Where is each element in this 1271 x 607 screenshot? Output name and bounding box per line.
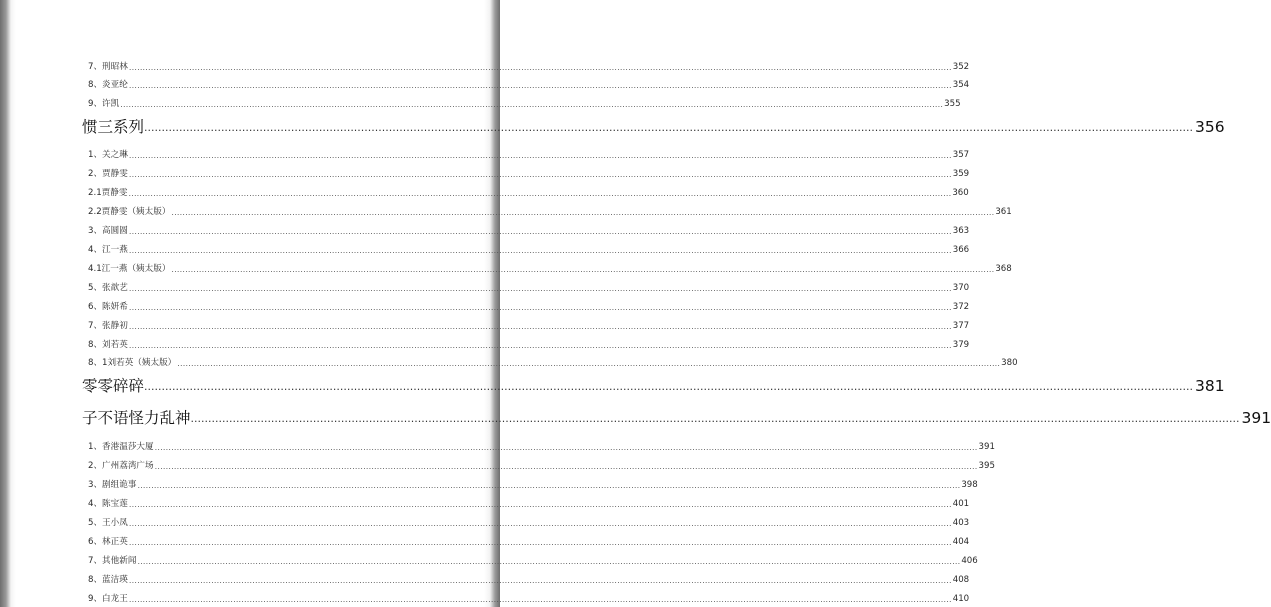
toc-leader-dots: ............................................................................................................................................................................................................................................................................................................ <box>128 81 952 90</box>
toc-label: 2、贾静雯 <box>88 169 128 179</box>
toc-page-number: 363 <box>952 226 970 236</box>
toc-entry[interactable] <box>88 264 1012 275</box>
toc-leader-dots: ............................................................................................................................................................................................................................................................................................................ <box>128 303 952 312</box>
toc-label: 2.1贾静雯 <box>88 188 128 198</box>
toc-leader-dots: ............................................................................................................................................................................................................................................................................................................ <box>128 341 952 350</box>
toc-page-number: 368 <box>995 264 1012 274</box>
toc-entry[interactable] <box>88 340 970 351</box>
toc-label: 7、刑昭林 <box>88 62 128 72</box>
toc-page-number: 352 <box>952 62 970 72</box>
toc-section-heading[interactable] <box>82 377 1225 396</box>
toc-leader-dots: ............................................................................................................................................................................................................................................................................................................ <box>171 208 995 217</box>
toc-page-number: 391 <box>978 442 995 452</box>
toc-label: 2.2贾静雯（姨太版） <box>88 207 171 217</box>
toc-page-number: 355 <box>944 99 961 109</box>
toc-section-heading[interactable] <box>82 118 1225 137</box>
toc-leader-dots: ............................................................................................................................................................................................................................................................................................................ <box>137 481 961 490</box>
toc-label: 3、高圆圆 <box>88 226 128 236</box>
toc-leader-dots: ............................................................................................................................................................................................................................................................................................................ <box>154 443 978 452</box>
toc-entry[interactable] <box>88 245 970 256</box>
toc-page-number: 370 <box>952 283 970 293</box>
toc-page-number: 395 <box>978 461 995 471</box>
toc-entry[interactable] <box>88 283 970 294</box>
toc-label: 6、陈妍希 <box>88 302 128 312</box>
toc-label: 4、江一燕 <box>88 245 128 255</box>
toc-entry[interactable] <box>88 188 969 199</box>
toc-entry[interactable] <box>88 150 970 161</box>
toc-label: 8、1刘若英（姨太版） <box>88 358 177 368</box>
toc-leader-dots: ............................................................................................................................................................................................................................................................................................................ <box>128 576 952 585</box>
toc-leader-dots: ............................................................................................................................................................................................................................................................................................................ <box>128 189 952 198</box>
toc-leader-dots: ............................................................................................................................................................................................................................................................................................................ <box>144 121 1193 134</box>
toc-label: 4.1江一燕（姨太版） <box>88 264 171 274</box>
toc-leader-dots: ............................................................................................................................................................................................................................................................................................................ <box>128 170 952 179</box>
toc-page-number: 410 <box>952 594 970 604</box>
toc-label: 8、蓝洁瑛 <box>88 575 128 585</box>
toc-label: 3、剧组诡事 <box>88 480 137 490</box>
toc-leader-dots: ............................................................................................................................................................................................................................................................................................................ <box>177 359 1001 368</box>
toc-leader-dots: ............................................................................................................................................................................................................................................................................................................ <box>128 595 952 604</box>
toc-label: 7、张静初 <box>88 321 128 331</box>
toc-page-number: 372 <box>952 302 970 312</box>
toc-page-number: 404 <box>952 537 970 547</box>
toc-label: 8、炎亚纶 <box>88 80 128 90</box>
toc-label: 子不语怪力乱神 <box>82 409 191 427</box>
toc-entry[interactable] <box>88 99 961 110</box>
toc-entry[interactable] <box>88 575 970 586</box>
toc-page-number: 354 <box>952 80 970 90</box>
toc-label: 惯三系列 <box>82 118 145 136</box>
toc-page-number: 377 <box>952 321 970 331</box>
toc-label: 7、其他新闻 <box>88 556 137 566</box>
toc-leader-dots: ............................................................................................................................................................................................................................................................................................................ <box>128 63 952 72</box>
toc-entry[interactable] <box>88 442 995 453</box>
toc-leader-dots: ............................................................................................................................................................................................................................................................................................................ <box>190 412 1240 425</box>
toc-entry[interactable] <box>88 62 970 73</box>
toc-label: 4、陈宝莲 <box>88 499 128 509</box>
toc-leader-dots: ............................................................................................................................................................................................................................................................................................................ <box>171 265 995 274</box>
toc-label: 1、香港温莎大厦 <box>88 442 154 452</box>
toc-leader-dots: ............................................................................................................................................................................................................................................................................................................ <box>154 462 978 471</box>
toc-label: 1、关之琳 <box>88 150 128 160</box>
toc-leader-dots: ............................................................................................................................................................................................................................................................................................................ <box>128 227 952 236</box>
toc-entry[interactable] <box>88 556 978 567</box>
toc-entry[interactable] <box>88 207 1012 218</box>
toc-page-number: 366 <box>952 245 970 255</box>
toc-entry[interactable] <box>88 80 970 91</box>
toc-page-number: 381 <box>1195 377 1225 395</box>
toc-leader-dots: ............................................................................................................................................................................................................................................................................................................ <box>128 500 952 509</box>
toc-page-number: 361 <box>995 207 1012 217</box>
toc-entry[interactable] <box>88 226 970 237</box>
toc-entry[interactable] <box>88 358 1018 369</box>
toc-leader-dots: ............................................................................................................................................................................................................................................................................................................ <box>144 380 1193 393</box>
toc-entry[interactable] <box>88 321 970 332</box>
toc-page-number: 408 <box>952 575 970 585</box>
toc-page-number: 356 <box>1195 118 1225 136</box>
toc-leader-dots: ............................................................................................................................................................................................................................................................................................................ <box>128 284 952 293</box>
toc-entry[interactable] <box>88 480 978 491</box>
toc-entry[interactable] <box>88 302 970 313</box>
toc-entry[interactable] <box>88 537 970 548</box>
toc-label: 2、广州荔湾广场 <box>88 461 154 471</box>
toc-label: 6、林正英 <box>88 537 128 547</box>
toc-leader-dots: ............................................................................................................................................................................................................................................................................................................ <box>128 151 952 160</box>
toc-entry[interactable] <box>88 499 970 510</box>
toc-label: 9、白龙王 <box>88 594 128 604</box>
toc-page-number: 379 <box>952 340 970 350</box>
toc-label: 零零碎碎 <box>82 377 145 395</box>
document-page <box>16 0 1271 607</box>
toc-section-heading[interactable] <box>82 409 1271 428</box>
toc-leader-dots: ............................................................................................................................................................................................................................................................................................................ <box>137 557 961 566</box>
toc-page-number: 359 <box>952 169 970 179</box>
toc-label: 9、许凯 <box>88 99 120 109</box>
toc-entry[interactable] <box>88 518 970 529</box>
toc-leader-dots: ............................................................................................................................................................................................................................................................................................................ <box>128 322 952 331</box>
toc-page-number: 403 <box>952 518 970 528</box>
toc-leader-dots: ............................................................................................................................................................................................................................................................................................................ <box>128 519 952 528</box>
toc-entry[interactable] <box>88 169 970 180</box>
toc-page-number: 391 <box>1241 409 1271 427</box>
toc-entry[interactable] <box>88 594 970 605</box>
toc-page-number: 406 <box>961 556 978 566</box>
toc-page-number: 380 <box>1001 358 1018 368</box>
toc-page-number: 357 <box>952 150 970 160</box>
toc-label: 5、张歆艺 <box>88 283 128 293</box>
toc-label: 5、王小凤 <box>88 518 128 528</box>
toc-leader-dots: ............................................................................................................................................................................................................................................................................................................ <box>128 246 952 255</box>
toc-page-number: 360 <box>952 188 969 198</box>
toc-page-number: 398 <box>961 480 978 490</box>
toc-page-number: 401 <box>952 499 970 509</box>
toc-label: 8、刘若英 <box>88 340 128 350</box>
toc-leader-dots: ............................................................................................................................................................................................................................................................................................................ <box>128 538 952 547</box>
toc-entry[interactable] <box>88 461 995 472</box>
toc-leader-dots: ............................................................................................................................................................................................................................................................................................................ <box>120 100 944 109</box>
